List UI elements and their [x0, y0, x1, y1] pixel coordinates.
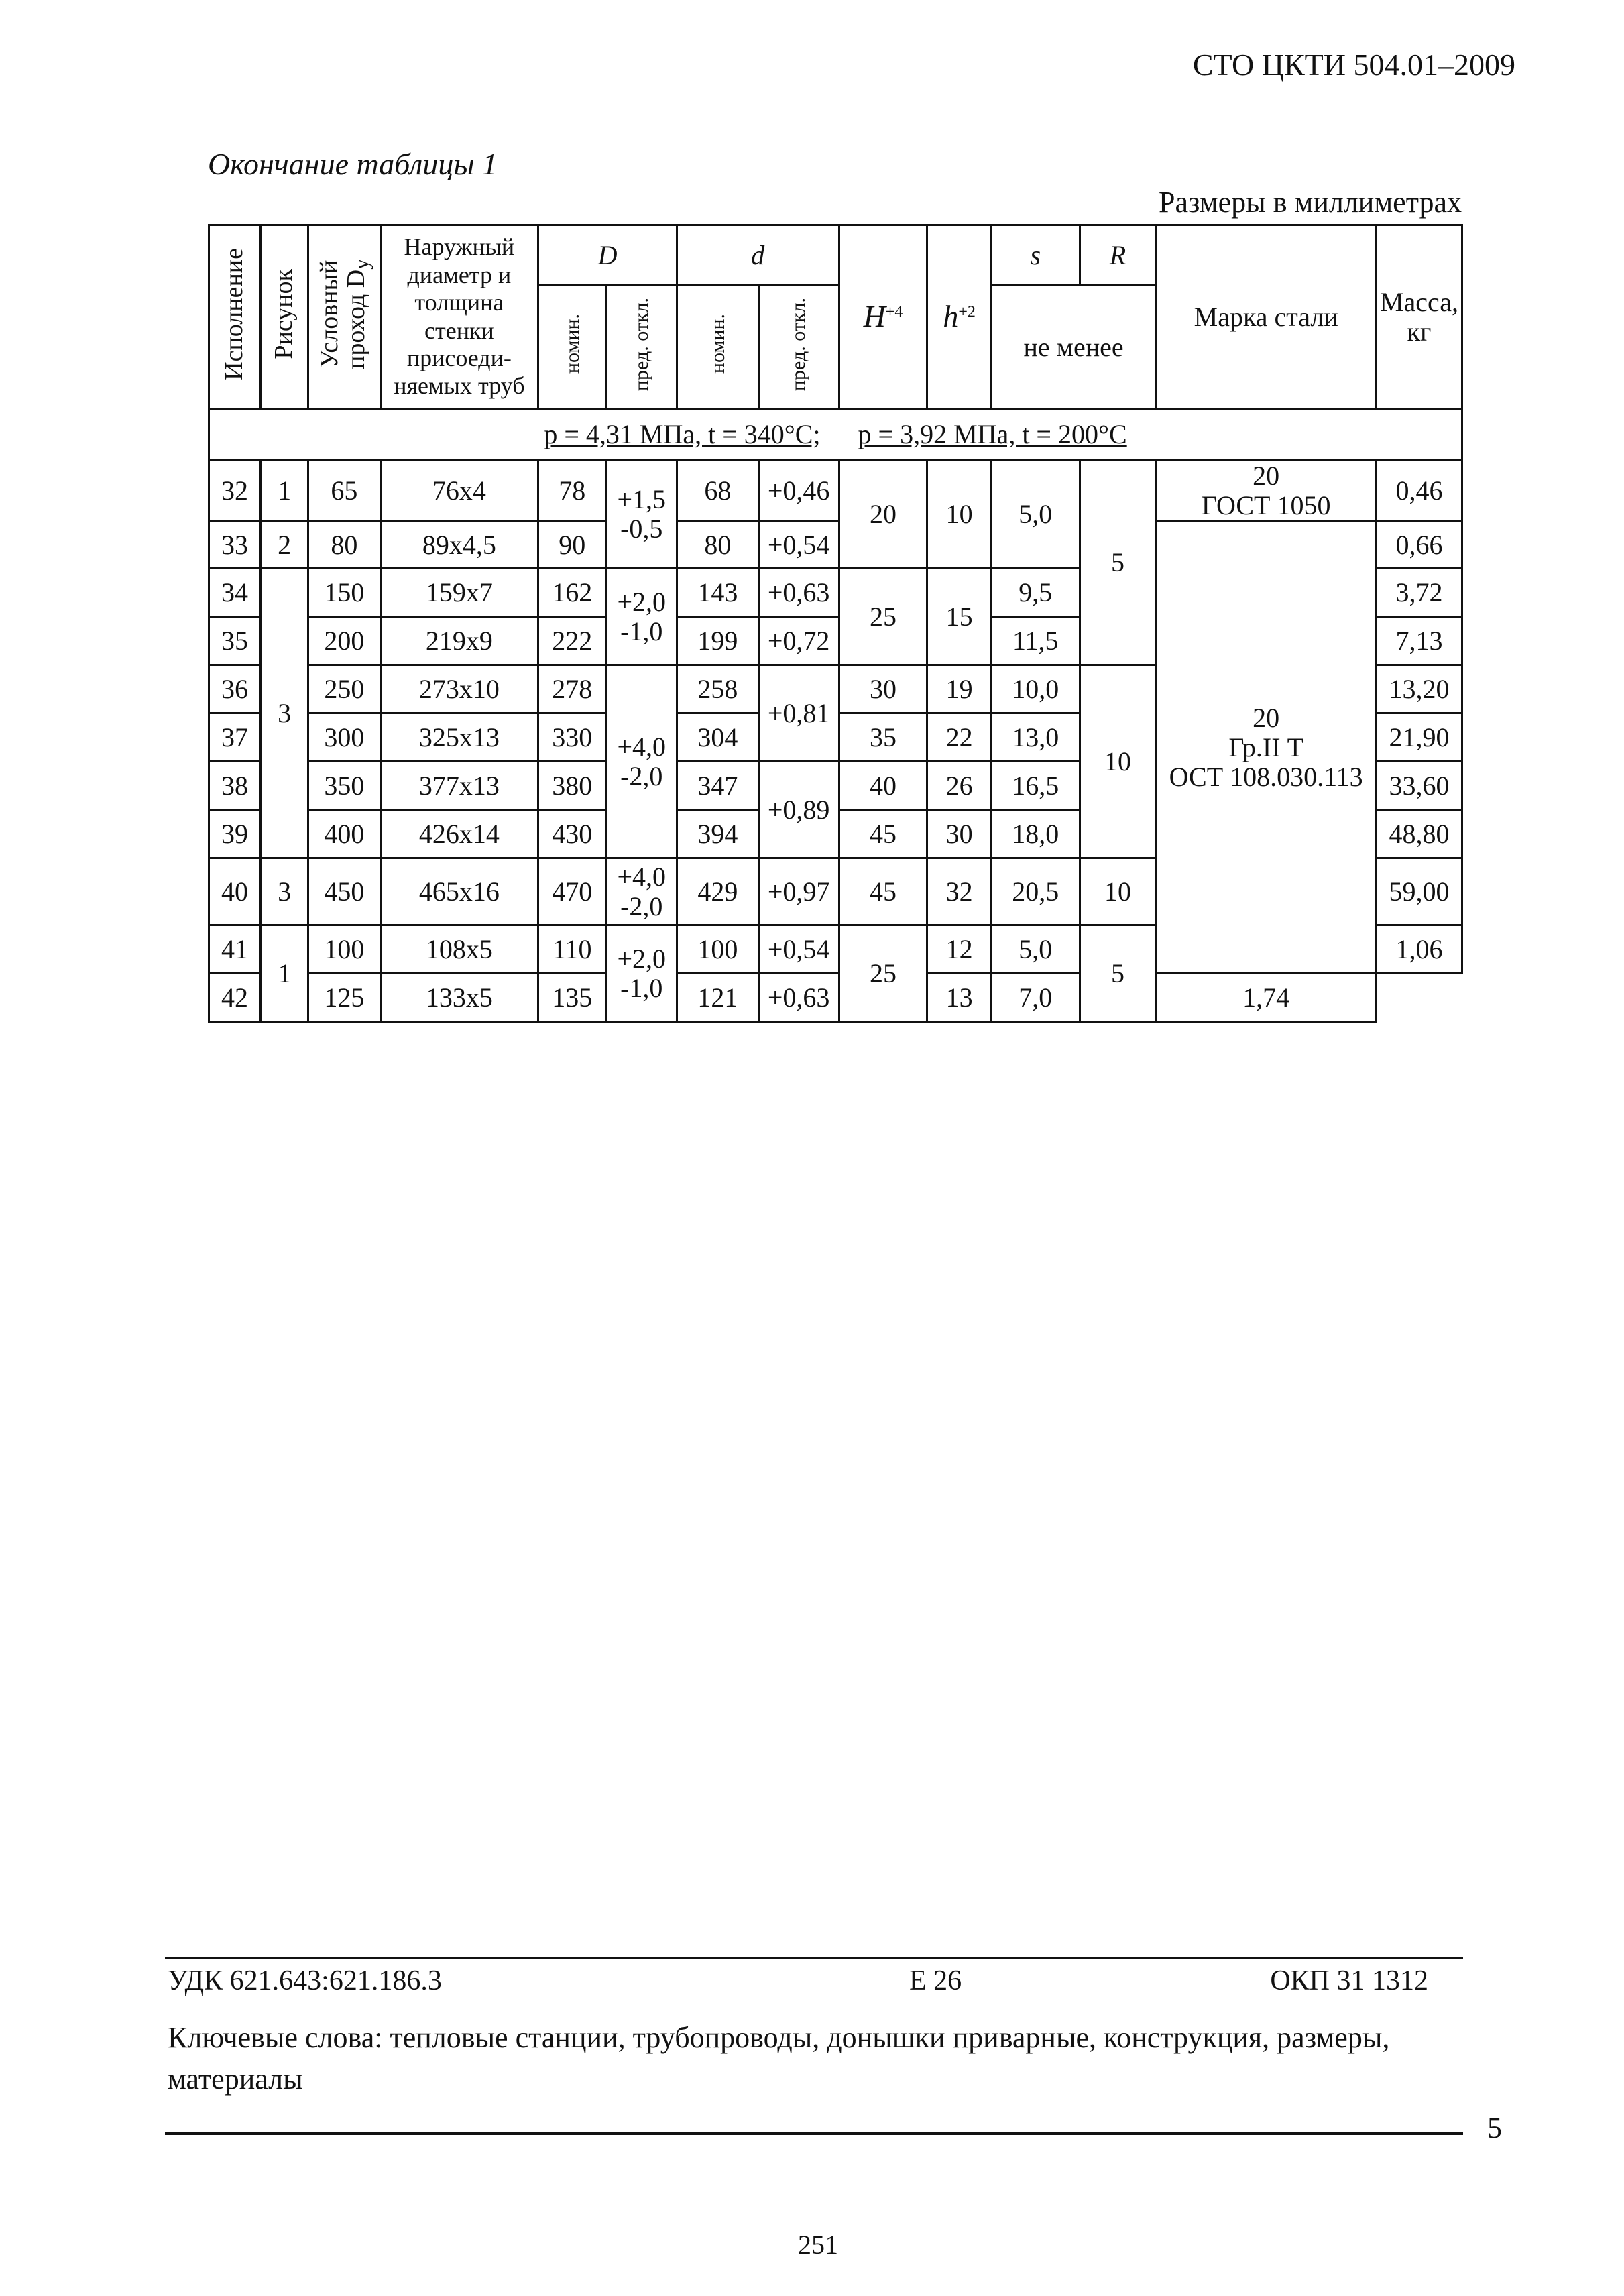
- e-code: Е 26: [909, 1965, 962, 1996]
- header-ne-menee: не менее: [991, 286, 1156, 409]
- condition-right: р = 3,92 МПа, t = 200°C: [858, 418, 1127, 449]
- table-row: 34 3 150 159x7 162 +2,0 -1,0 143 +0,63 25 15 9,5 3,72: [209, 569, 1462, 617]
- header-marka-stali: Марка стали: [1156, 225, 1377, 409]
- header-D: D: [538, 225, 677, 286]
- table-row: 37 300 325x13 330 304 35 22 13,0 21,90: [209, 713, 1462, 762]
- table-row: 39 400 426x14 430 394 45 30 18,0 48,80: [209, 810, 1462, 858]
- header-s: s: [991, 225, 1080, 286]
- page-mark: 5: [1487, 2112, 1502, 2144]
- dimensions-table: [208, 224, 1463, 1023]
- units-note: Размеры в миллиметрах: [1159, 186, 1462, 219]
- header-h: $h^{+2}$: [927, 225, 991, 409]
- document-code: СТО ЦКТИ 504.01–2009: [1192, 48, 1515, 82]
- condition-left: р = 4,31 МПа, t = 340°C;: [544, 418, 821, 449]
- conditions-row: [209, 409, 1462, 460]
- table-row: 32 1 65 76x4 78 +1,5 -0,5 68 +0,46 20 10 5,0 5 20 ГОСТ 1050 0,46: [209, 460, 1462, 522]
- table-row: 41 1 100 108x5 110 +2,0 -1,0 100 +0,54 25 12 5,0 5 1,06: [209, 925, 1462, 974]
- footer-bottom-rule: [165, 2132, 1463, 2135]
- header-R: R: [1080, 225, 1156, 286]
- udk-code: УДК 621.643:621.186.3: [168, 1965, 442, 1996]
- table-caption: Окончание таблицы 1: [208, 147, 498, 181]
- header-H: $H^{+4}$: [839, 225, 927, 409]
- header-massa: Масса, кг: [1377, 225, 1462, 409]
- table-row: 36 250 273x10 278 +4,0 -2,0 258 +0,81 30 19 10,0 10 13,20: [209, 665, 1462, 713]
- table-row: 40 3 450 465x16 470 +4,0 -2,0 429 +0,97 45 32 20,5 10 59,00: [209, 858, 1462, 925]
- header-uslovny-prokhod: Условный проход $D_y$: [308, 225, 381, 409]
- footer-top-rule: [165, 1957, 1463, 1959]
- keywords: Ключевые слова: тепловые станции, трубопроводы, донышки приварные, конструкция, размеры, материалы: [168, 2021, 1390, 2096]
- header-d-pred: пред. откл.: [758, 286, 839, 409]
- classification-line: [168, 1965, 1462, 2005]
- header-outer-diameter: Наружный диаметр и толщина стенки присоеди-няемых труб: [380, 225, 538, 409]
- okp-code: ОКП 31 1312: [1270, 1965, 1428, 1996]
- header-d-nomin: номин.: [677, 286, 759, 409]
- header-D-nomin: номин.: [538, 286, 606, 409]
- table-row: 42 125 133x5 135 121 +0,63 13 7,0 1,74: [209, 974, 1462, 1022]
- table-row: 35 200 219x9 222 199 +0,72 11,5 7,13: [209, 617, 1462, 665]
- header-ispolnenie: Исполнение: [209, 225, 261, 409]
- header-d: d: [677, 225, 839, 286]
- table-row: 38 350 377x13 380 347 +0,89 40 26 16,5 33,60: [209, 762, 1462, 810]
- table-row: 33 2 80 89x4,5 90 80 +0,54 20 Гр.II Т ОСТ 108.030.113 0,66: [209, 522, 1462, 569]
- page-number: 251: [798, 2230, 838, 2260]
- header-risunok: Рисунок: [261, 225, 308, 409]
- header-D-pred: пред. откл.: [606, 286, 677, 409]
